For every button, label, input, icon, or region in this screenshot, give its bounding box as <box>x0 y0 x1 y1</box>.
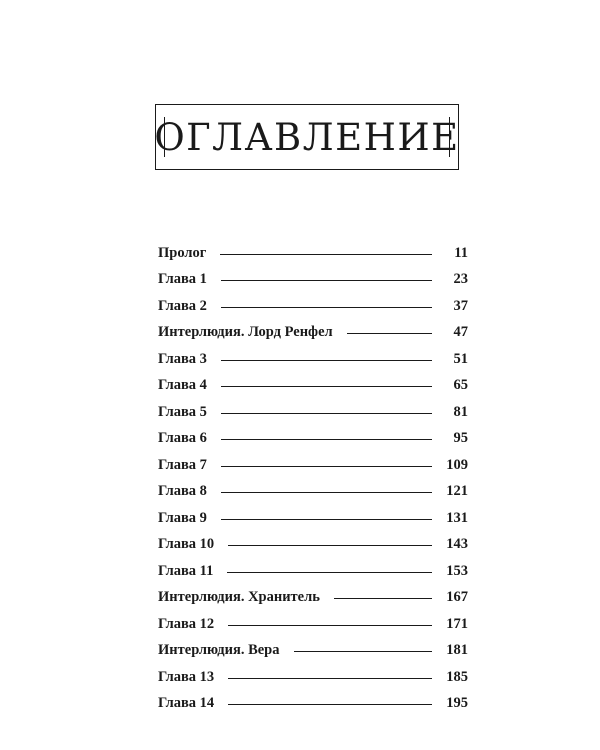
toc-entry-page-number: 51 <box>453 350 468 367</box>
toc-entry-page-number: 81 <box>453 403 468 420</box>
toc-entry <box>158 558 468 585</box>
toc-leader-line <box>221 492 432 493</box>
toc-leader-line <box>221 307 432 308</box>
toc-entry-title: Глава 8 <box>158 483 207 500</box>
toc-entry-title: Глава 12 <box>158 615 215 632</box>
toc-leader-line <box>221 386 432 387</box>
toc-entry-title: Интерлюдия. Лорд Ренфел <box>158 324 333 341</box>
toc-leader-line <box>347 333 432 334</box>
toc-leader-line <box>221 413 432 414</box>
toc-leader-line <box>221 280 432 281</box>
toc-entry <box>158 585 468 612</box>
toc-entry-title: Глава 3 <box>158 350 207 367</box>
toc-leader-line <box>334 598 432 599</box>
toc-entry-title: Интерлюдия. Хранитель <box>158 589 320 606</box>
toc-entry <box>158 320 468 347</box>
toc-entry-title: Глава 9 <box>158 509 207 526</box>
toc-entry-title: Пролог <box>158 244 207 261</box>
toc-entry-page-number: 23 <box>453 271 468 288</box>
toc-leader-line <box>220 254 432 255</box>
toc-entry <box>158 452 468 479</box>
toc-leader-line <box>228 704 432 705</box>
toc-entry-title: Глава 7 <box>158 456 207 473</box>
toc-entry-title: Глава 1 <box>158 271 207 288</box>
toc-entry-page-number: 181 <box>446 642 468 659</box>
toc-entry <box>158 664 468 691</box>
toc-entry <box>158 638 468 665</box>
toc-entry <box>158 426 468 453</box>
toc-entry-title: Глава 11 <box>158 562 214 579</box>
toc-entry-page-number: 167 <box>446 589 468 606</box>
toc-leader-line <box>221 360 432 361</box>
toc-entry <box>158 479 468 506</box>
toc-leader-line <box>221 519 432 520</box>
toc-leader-line <box>221 466 432 467</box>
toc-entry-page-number: 95 <box>453 430 468 447</box>
toc-entry-title: Глава 5 <box>158 403 207 420</box>
toc-entry-page-number: 65 <box>453 377 468 394</box>
table-of-contents <box>158 240 468 717</box>
toc-entry <box>158 267 468 294</box>
toc-leader-line <box>228 678 432 679</box>
toc-entry <box>158 611 468 638</box>
toc-entry <box>158 346 468 373</box>
toc-entry-page-number: 185 <box>446 668 468 685</box>
toc-entry <box>158 532 468 559</box>
toc-entry-page-number: 153 <box>446 562 468 579</box>
toc-entry-page-number: 11 <box>454 244 468 261</box>
toc-entry <box>158 240 468 267</box>
toc-leader-line <box>228 625 432 626</box>
toc-entry <box>158 399 468 426</box>
toc-entry <box>158 373 468 400</box>
toc-entry <box>158 505 468 532</box>
toc-entry <box>158 293 468 320</box>
toc-entry-page-number: 121 <box>446 483 468 500</box>
toc-entry-page-number: 131 <box>446 509 468 526</box>
toc-entry-page-number: 195 <box>446 695 468 712</box>
title-frame <box>155 104 459 170</box>
toc-entry-title: Глава 2 <box>158 297 207 314</box>
toc-entry-page-number: 37 <box>453 297 468 314</box>
toc-entry <box>158 691 468 718</box>
toc-entry-title: Глава 13 <box>158 668 215 685</box>
toc-leader-line <box>228 545 432 546</box>
toc-leader-line <box>227 572 432 573</box>
toc-entry-title: Глава 6 <box>158 430 207 447</box>
toc-entry-title: Глава 14 <box>158 695 215 712</box>
toc-entry-page-number: 47 <box>453 324 468 341</box>
page-title: ОГЛАВЛЕНИЕ <box>154 115 460 159</box>
toc-entry-title: Глава 10 <box>158 536 215 553</box>
toc-leader-line <box>294 651 433 652</box>
toc-entry-title: Интерлюдия. Вера <box>158 642 280 659</box>
toc-entry-page-number: 109 <box>446 456 468 473</box>
toc-entry-page-number: 171 <box>446 615 468 632</box>
toc-entry-title: Глава 4 <box>158 377 207 394</box>
toc-entry-page-number: 143 <box>446 536 468 553</box>
toc-leader-line <box>221 439 432 440</box>
